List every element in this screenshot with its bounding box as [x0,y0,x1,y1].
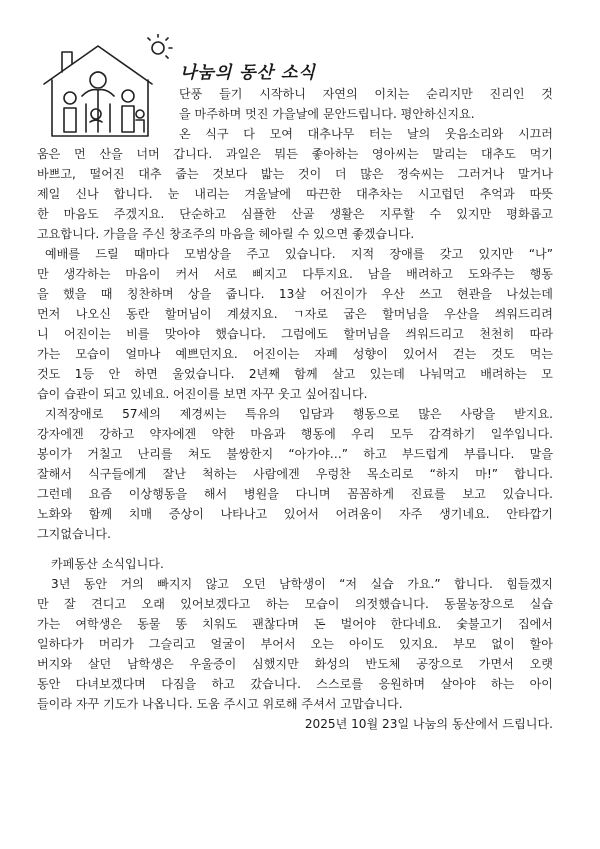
text-line: 먼저 나오신 동란 할머님이 계셨지요. ㄱ자로 굽은 할머님을 우산을 씌워드리려 [37,307,553,321]
text-line: 온 식구 다 모여 대추나무 터는 날의 웃음소리와 시끄러 [179,127,553,141]
text-line: 일하다가 머리가 그슬리고 얼굴이 부어서 오는 아이도 있지요. 부모 없이 할아 [37,637,553,651]
text-line: 단풍 들기 시작하니 자연의 이치는 순리지만 진리인 것 [179,87,553,101]
text-line: 을 했을 때 칭찬하며 상을 줍니다. 13살 어진이가 우산 쓰고 현관을 나섰는데 [37,287,553,301]
text-line: 카페동산 소식입니다. [51,557,164,571]
text-line: 가는 여학생은 동물 똥 치워도 괜찮다며 돈 벌어야 한다네요. 숯불고기 집에서 [37,617,553,631]
text-line: 만 잘 견디고 오래 있어보겠다고 하는 모습이 의젓했습니다. 동물농장으로 실습 [37,597,553,611]
signature-line: 2025년 10월 23일 나눔의 동산에서 드립니다. [304,717,553,731]
text-line: 3년 동안 거의 빠지지 않고 오던 남학생이 “저 실습 가요.” 합니다. 힘들겠지 [51,577,553,591]
text-line: 동안 다녀보겠다며 다짐을 하고 갔습니다. 스스로를 응원하며 살아야 하는 아이 [37,677,553,691]
text-line: 을 마주하며 멋진 가을날에 문안드립니다. 평안하신지요. [179,107,475,121]
paragraph-gap [37,544,553,554]
text-line: 움은 먼 산을 너머 갑니다. 과일은 뭐든 좋아하는 영아씨는 말리는 대추도 먹기 [37,147,553,161]
text-line: 것도 1등 안 하면 울었습니다. 2년째 함께 살고 있는데 나눠먹고 배려하는 모 [37,367,553,381]
text-line: 그런데 요즘 이상행동을 해서 병원을 다니며 꼼꼼하게 진료를 보고 있습니다. [37,487,553,501]
text-line: 만 생각하는 마음이 커서 서로 삐지고 다투지요. 남을 배려하고 도와주는 행동 [37,267,553,281]
text-line: 들이라 자꾸 기도가 나옵니다. 도움 주시고 위로해 주셔서 고맙습니다. [37,697,403,711]
text-line: 잘해서 식구들에게 잘난 척하는 사람에겐 우렁찬 목소리로 “하지 마!” 합니다. [37,467,553,481]
newsletter-title: 나눔의 동산 소식 [180,63,316,83]
text-line: 버지와 살던 남학생은 우울증이 심했지만 화성의 반도체 공장으로 가면서 오랫 [37,657,553,671]
text-line: 습이 습관이 되고 있네요. 어진이를 보면 자꾸 웃고 싶어집니다. [37,387,368,401]
text-line: 한 마음도 주겠지요. 단순하고 심플한 산골 생활은 지루할 수 있지만 평화롭고 [37,207,553,221]
text-line: 예배를 드릴 때마다 모범상을 주고 있습니다. 지적 장애를 갖고 있지만 “나” [45,247,553,261]
text-line: 노화와 함께 치매 증상이 나타나고 있어서 어려움이 자주 생기네요. 안타깝기 [37,507,553,521]
text-line: 니 어진이는 비를 맞아야 했습니다. 그럼에도 할머님을 씌워드리고 천천히 따라 [37,327,553,341]
text-line: 고요합니다. 가을을 주신 창조주의 마음을 헤아릴 수 있으면 좋겠습니다. [37,227,415,241]
text-line: 그지없습니다. [37,527,111,541]
newsletter-body [37,84,553,734]
text-line: 지적장애로 57세의 제경씨는 특유의 입담과 행동으로 많은 사랑을 받지요. [45,407,553,421]
text-line: 제일 신나 합니다. 눈 내리는 겨울날에 따끈한 대추차는 시고럽던 추억과 따뜻 [37,187,553,201]
text-line: 바쁘고, 떨어진 대추 줍는 것보다 밟는 것이 더 많은 정숙씨는 그러거나 말거나 [37,167,553,181]
text-line: 강자에겐 강하고 약자에겐 약한 마음과 행동에 우리 모두 감격하기 일쑤입니다. [37,427,553,441]
text-line: 봉이가 거칠고 난리를 쳐도 불쌍한지 “아가야…” 하고 부드럽게 부릅니다. 말을 [37,447,553,461]
text-line: 가는 모습이 얼마나 예쁘던지요. 어진이는 자폐 성향이 있어서 걷는 것도 먹는 [37,347,553,361]
